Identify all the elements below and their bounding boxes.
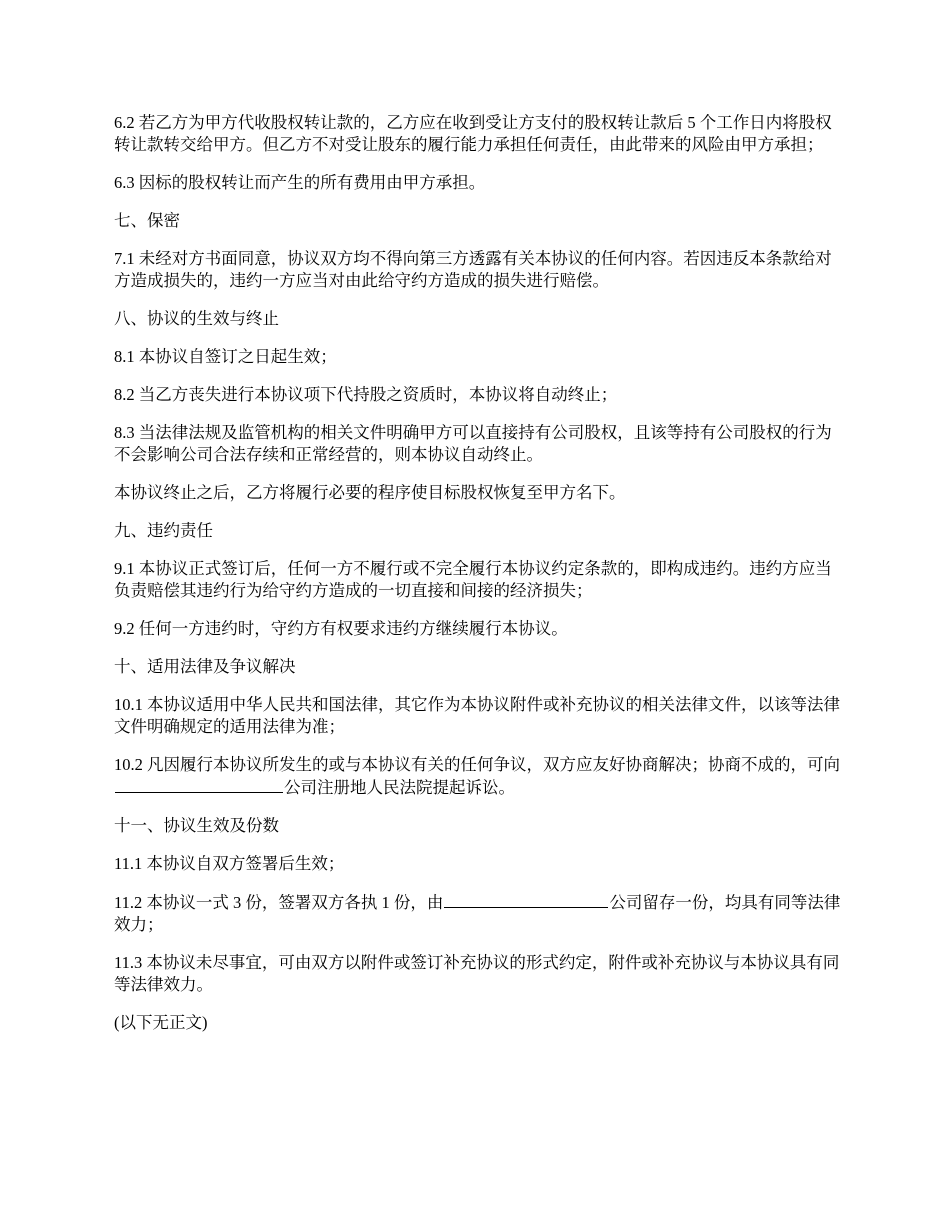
clause-10-2-text-a: 10.2 凡因履行本协议所发生的或与本协议有关的任何争议，双方应友好协商解决；协商不成的，可向 — [114, 755, 840, 774]
clause-6-2: 6.2 若乙方为甲方代收股权转让款的，乙方应在收到受让方支付的股权转让款后 5 个工作日内将股权转让款转交给甲方。但乙方不对受让股东的履行能力承担任何责任，由此带来的风险由甲方承担； — [114, 113, 832, 154]
termination-note: 本协议终止之后，乙方将履行必要的程序使目标股权恢复至甲方名下。 — [114, 483, 626, 502]
clause-11-1: 11.1 本协议自双方签署后生效； — [114, 854, 345, 873]
document-body — [114, 112, 844, 1050]
clause-8-1: 8.1 本协议自签订之日起生效； — [114, 347, 337, 366]
end-note: (以下无正文) — [114, 1013, 208, 1032]
company-blank-line — [444, 891, 608, 908]
clause-10-1: 10.1 本协议适用中华人民共和国法律，其它作为本协议附件或补充协议的相关法律文件，以该等法律文件明确规定的适用法律为准； — [114, 695, 840, 736]
clause-11-2-text-a: 11.2 本协议一式 3 份，签署双方各执 1 份，由 — [114, 893, 444, 912]
clause-10-2 — [114, 754, 844, 799]
clause-7-1: 7.1 未经对方书面同意，协议双方均不得向第三方透露有关本协议的任何内容。若因违反本条款给对方造成损失的，违约一方应当对由此给守约方造成的损失进行赔偿。 — [114, 249, 832, 290]
court-blank-line — [115, 776, 283, 793]
section-heading-7: 七、保密 — [114, 211, 180, 230]
clause-11-3: 11.3 本协议未尽事宜，可由双方以附件或签订补充协议的形式约定，附件或补充协议与本协议具有同等法律效力。 — [114, 953, 840, 994]
clause-6-3: 6.3 因标的股权转让而产生的所有费用由甲方承担。 — [114, 173, 486, 192]
section-heading-8: 八、协议的生效与终止 — [114, 309, 279, 328]
clause-11-2 — [114, 891, 844, 936]
clause-11-2-text-b: 公司留存一份，均具有同等法律效力； — [114, 893, 841, 934]
section-heading-9: 九、违约责任 — [114, 521, 213, 540]
section-heading-10: 十、适用法律及争议解决 — [114, 657, 296, 676]
section-heading-11: 十一、协议生效及份数 — [114, 816, 279, 835]
clause-10-2-text-b: 公司注册地人民法院提起诉讼。 — [284, 778, 515, 797]
clause-9-2: 9.2 任何一方违约时，守约方有权要求违约方继续履行本协议。 — [114, 619, 568, 638]
clause-8-2: 8.2 当乙方丧失进行本协议项下代持股之资质时，本协议将自动终止； — [114, 385, 618, 404]
clause-9-1: 9.1 本协议正式签订后，任何一方不履行或不完全履行本协议约定条款的，即构成违约。违约方应当负责赔偿其违约行为给守约方造成的一切直接和间接的经济损失； — [114, 559, 832, 600]
clause-8-3: 8.3 当法律法规及监管机构的相关文件明确甲方可以直接持有公司股权，且该等持有公司股权的行为不会影响公司合法存续和正常经营的，则本协议自动终止。 — [114, 423, 832, 464]
